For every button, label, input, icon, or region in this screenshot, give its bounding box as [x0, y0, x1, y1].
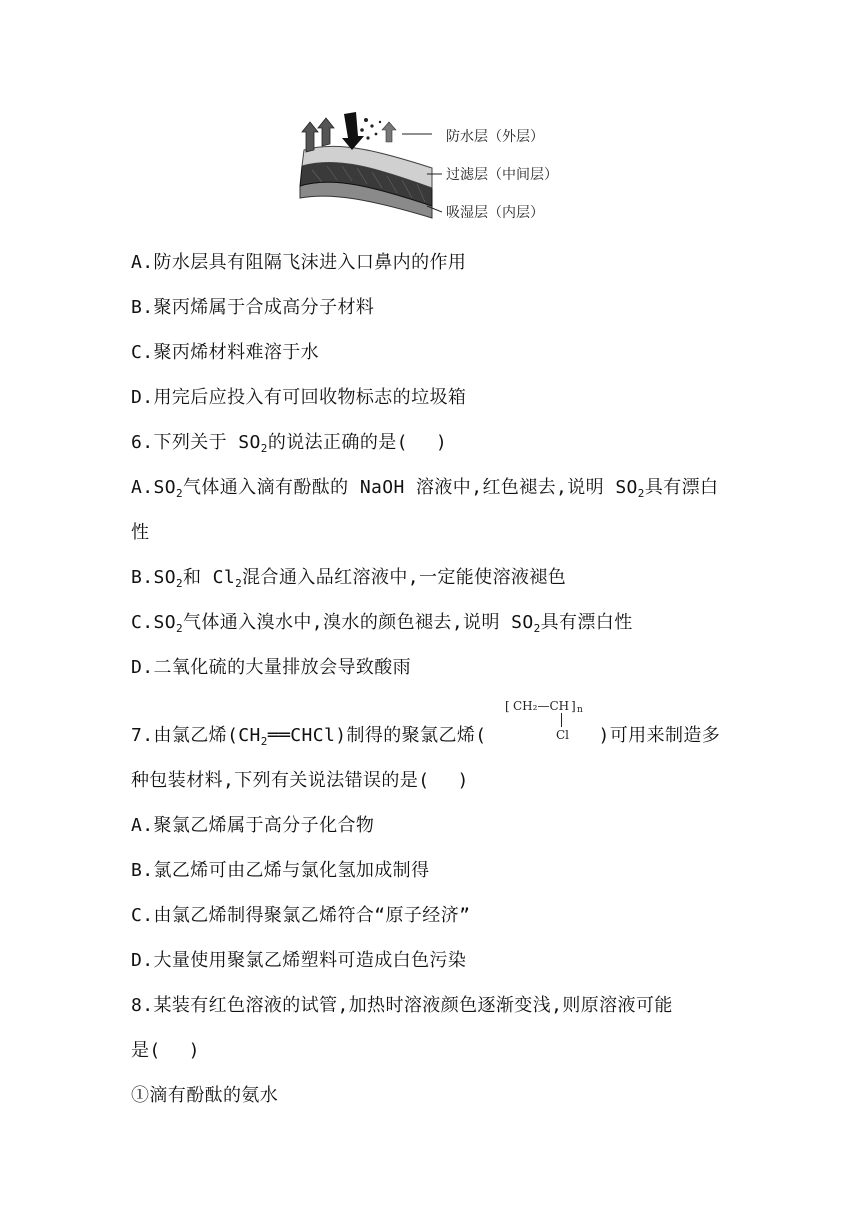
q7-option-c: C.由氯乙烯制得聚氯乙烯符合“原子经济”: [131, 905, 471, 926]
mask-layers-illustration: [292, 106, 442, 236]
q7-option-a: A.聚氯乙烯属于高分子化合物: [131, 815, 375, 836]
q8-item-1: ①滴有酚酞的氨水: [131, 1085, 279, 1106]
q7-stem: 7.由氯乙烯$(CH_2══CHCl)$制得的聚氯乙烯( )可用来制造多: [131, 725, 721, 748]
q6-option-d: D.二氧化硫的大量排放会导致酸雨: [131, 657, 412, 678]
q5-option-a: A.防水层具有阻隔飞沫进入口鼻内的作用: [131, 252, 467, 273]
q6-option-a: $A.SO_2$气体通入滴有酚酞的 NaOH 溶液中,红色褪去,说明 $SO_2$具有漂白: [131, 477, 719, 500]
q6-option-c: $C.SO_2$气体通入溴水中,溴水的颜色褪去,说明 $SO_2$具有漂白性: [131, 612, 633, 635]
mask-layer-figure: [292, 106, 582, 236]
q8-stem: 8.某装有红色溶液的试管,加热时溶液颜色逐渐变浅,则原溶液可能: [131, 995, 673, 1016]
label-inner-layer: 吸湿层（内层）: [446, 205, 544, 221]
label-middle-layer: 过滤层（中间层）: [446, 167, 558, 183]
q5-option-b: B.聚丙烯属于合成高分子材料: [131, 297, 375, 318]
label-outer-layer: 防水层（外层）: [446, 129, 544, 145]
q6-option-b: $B.SO_2$和 $Cl_2$混合通入品红溶液中,一定能使溶液褪色: [131, 567, 567, 590]
q5-option-d: D.用完后应投入有可回收物标志的垃圾箱: [131, 387, 467, 408]
q6-stem: 6.下列关于 $SO_2$的说法正确的是( ): [131, 432, 448, 455]
q7-option-b: B.氯乙烯可由乙烯与氯化氢加成制得: [131, 860, 430, 881]
q7-option-d: D.大量使用聚氯乙烯塑料可造成白色污染: [131, 950, 467, 971]
q8-stem-continued: 是( ): [131, 1040, 200, 1061]
pvc-structural-formula: [ CH₂—CH ] n Cl: [505, 699, 583, 742]
q6-option-a-continued: 性: [131, 522, 150, 543]
q7-stem-continued: 种包装材料,下列有关说法错误的是( ): [131, 770, 469, 791]
q5-option-c: C.聚丙烯材料难溶于水: [131, 342, 320, 363]
